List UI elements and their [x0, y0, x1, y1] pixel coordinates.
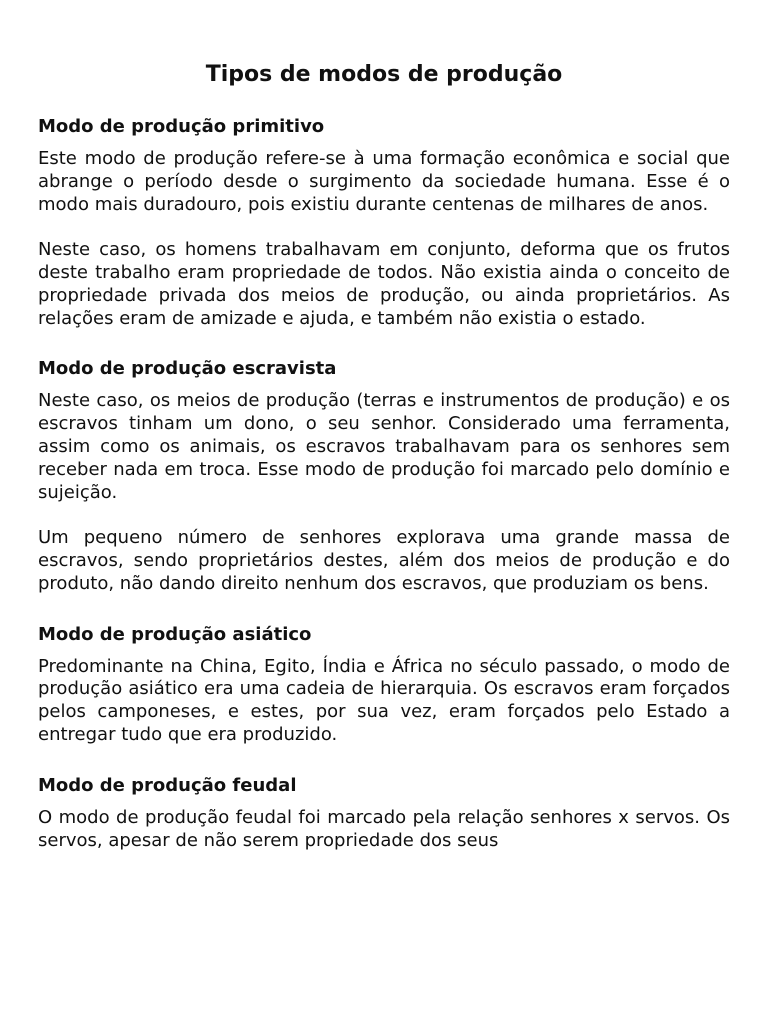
section-primitivo	[38, 114, 730, 330]
paragraph: Neste caso, os meios de produção (terras e instrumentos de produção) e os escravos tinham um dono, o seu senhor. Considerado uma ferramenta, assim como os animais, os escravos trabalhavam para os senhores sem receber nada em troca. Esse modo de produção foi marcado pelo domínio e sujeição.	[38, 390, 730, 503]
paragraph: Predominante na China, Egito, Índia e África no século passado, o modo de produção asiático era uma cadeia de hierarquia. Os escravos eram forçados pelos camponeses, e estes, por sua vez, eram forçados pelo Estado a entregar tudo que era produzido.	[38, 655, 730, 745]
section-heading: Modo de produção escravista	[38, 358, 337, 380]
section-heading: Modo de produção feudal	[38, 774, 297, 796]
paragraph: Este modo de produção refere-se à uma formação econômica e social que abrange o período desde o surgimento da sociedade humana. Esse é o modo mais duradouro, pois existiu durante centenas de milhares de anos.	[38, 148, 730, 215]
section-escravista	[38, 356, 730, 595]
paragraph: Neste caso, os homens trabalhavam em conjunto, deforma que os frutos deste trabalho eram propriedade de todos. Não existia ainda o conceito de propriedade privada dos meios de produção, ou ainda proprietários. As relações eram de amizade e ajuda, e também não existia o estado.	[38, 239, 730, 329]
section-heading: Modo de produção asiático	[38, 623, 312, 645]
paragraph: Um pequeno número de senhores explorava uma grande massa de escravos, sendo proprietários destes, além dos meios de produção e do produto, não dando direito nenhum dos escravos, que produziam os bens.	[38, 527, 730, 594]
paragraph: O modo de produção feudal foi marcado pela relação senhores x servos. Os servos, apesar de não serem propriedade dos seus	[38, 806, 730, 851]
page-title: Tipos de modos de produção	[205, 62, 563, 87]
section-asiatico	[38, 622, 730, 747]
section-feudal	[38, 773, 730, 853]
section-heading: Modo de produção primitivo	[38, 116, 325, 137]
